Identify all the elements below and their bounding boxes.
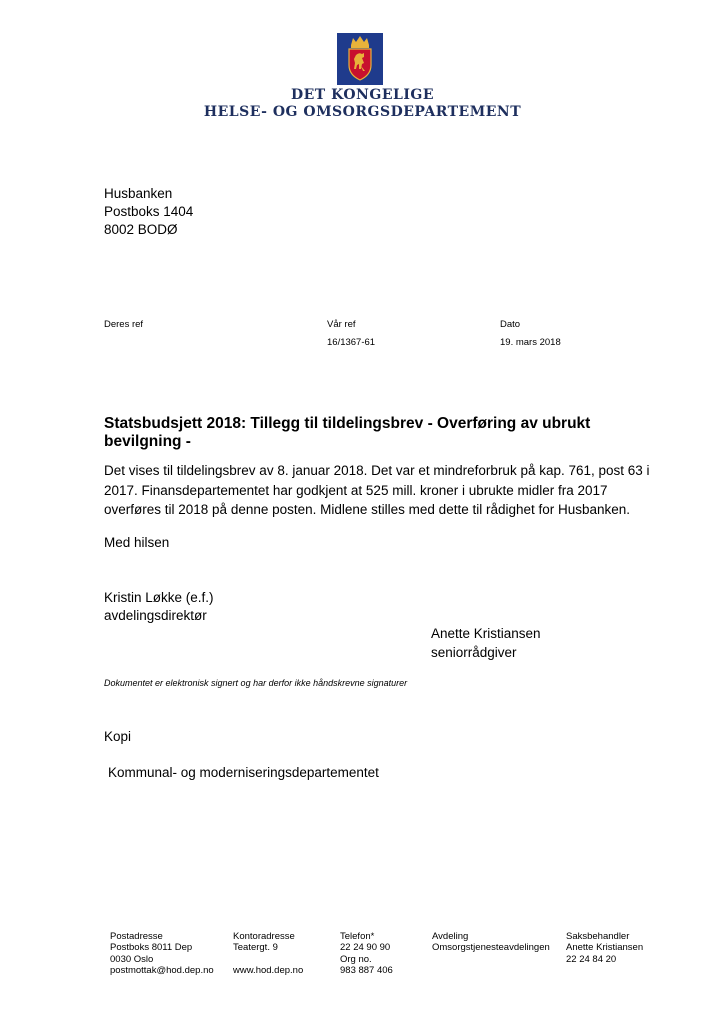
footer-line: Postboks 8011 Dep [110, 942, 193, 954]
footer-avdeling [432, 931, 550, 954]
recipient-line: Husbanken [104, 186, 173, 201]
letter-body [104, 461, 664, 520]
footer-line: Avdeling [432, 931, 469, 942]
signer1-name: Kristin Løkke (e.f.) [104, 590, 214, 605]
greeting: Med hilsen [104, 535, 170, 550]
recipient-address [104, 185, 193, 239]
recipient-line: Postboks 1404 [104, 204, 194, 219]
footer-line: Postadresse [110, 931, 163, 942]
footer-line: Anette Kristiansen [566, 942, 644, 954]
signer1-title: avdelingsdirektør [104, 608, 207, 623]
body-line: overføres til 2018 på denne posten. Midlene stilles med dette til rådighet for Husbanken. [104, 502, 631, 517]
var-ref-label: Vår ref [327, 319, 356, 330]
footer-line: 22 24 90 90 [340, 942, 391, 954]
footer-line: 0030 Oslo [110, 953, 154, 965]
letter-title [104, 415, 664, 451]
title-line: Statsbudsjett 2018: Tillegg til tildelingsbrev - Overføring av ubrukt [104, 415, 591, 432]
copy-label: Kopi [104, 729, 132, 744]
footer-kontoradresse [233, 931, 303, 977]
footer-website: www.hod.dep.no [233, 965, 304, 977]
body-line: Det vises til tildelingsbrev av 8. januar 2018. Det var et mindreforbruk på kap. 761, post 63 i [104, 463, 650, 478]
signer2-name: Anette Kristiansen [431, 626, 541, 641]
dato-value: 19. mars 2018 [500, 337, 561, 348]
var-ref-value: 16/1367-61 [327, 337, 376, 348]
department-name-line2: HELSE- OG OMSORGSDEPARTEMENT [203, 104, 522, 120]
signer2-title: seniorrådgiver [431, 645, 517, 660]
footer-line [233, 954, 303, 965]
footer-saksbehandler [566, 931, 643, 965]
footer-line: 983 887 406 [340, 965, 393, 977]
footer-email: postmottak@hod.dep.no [110, 965, 214, 977]
footer-line: Omsorgstjenesteavdelingen [432, 942, 550, 954]
department-name-line1: DET KONGELIGE [290, 87, 435, 103]
footer-postadresse [110, 931, 214, 977]
coat-of-arms-icon [337, 33, 383, 85]
dato-label: Dato [500, 319, 521, 330]
recipient-line: 8002 BODØ [104, 222, 178, 237]
footer-line: 22 24 84 20 [566, 953, 617, 965]
footer-telefon [340, 931, 393, 977]
body-line: 2017. Finansdepartementet har godkjent at 525 mill. kroner i ubrukte midler fra 2017 [104, 482, 608, 498]
title-line: bevilgning - [104, 433, 191, 450]
footer-line: Saksbehandler [566, 931, 630, 942]
footer-line: Kontoradresse [233, 931, 295, 942]
deres-ref-label: Deres ref [104, 319, 144, 330]
signature-note: Dokumentet er elektronisk signert og har derfor ikke håndskrevne signaturer [104, 678, 408, 688]
footer-line: Telefon* [340, 931, 375, 942]
footer-line: Teatergt. 9 [233, 942, 278, 954]
copy-recipient: Kommunal- og moderniseringsdepartementet [108, 765, 379, 780]
footer-line: Org no. [340, 953, 372, 965]
